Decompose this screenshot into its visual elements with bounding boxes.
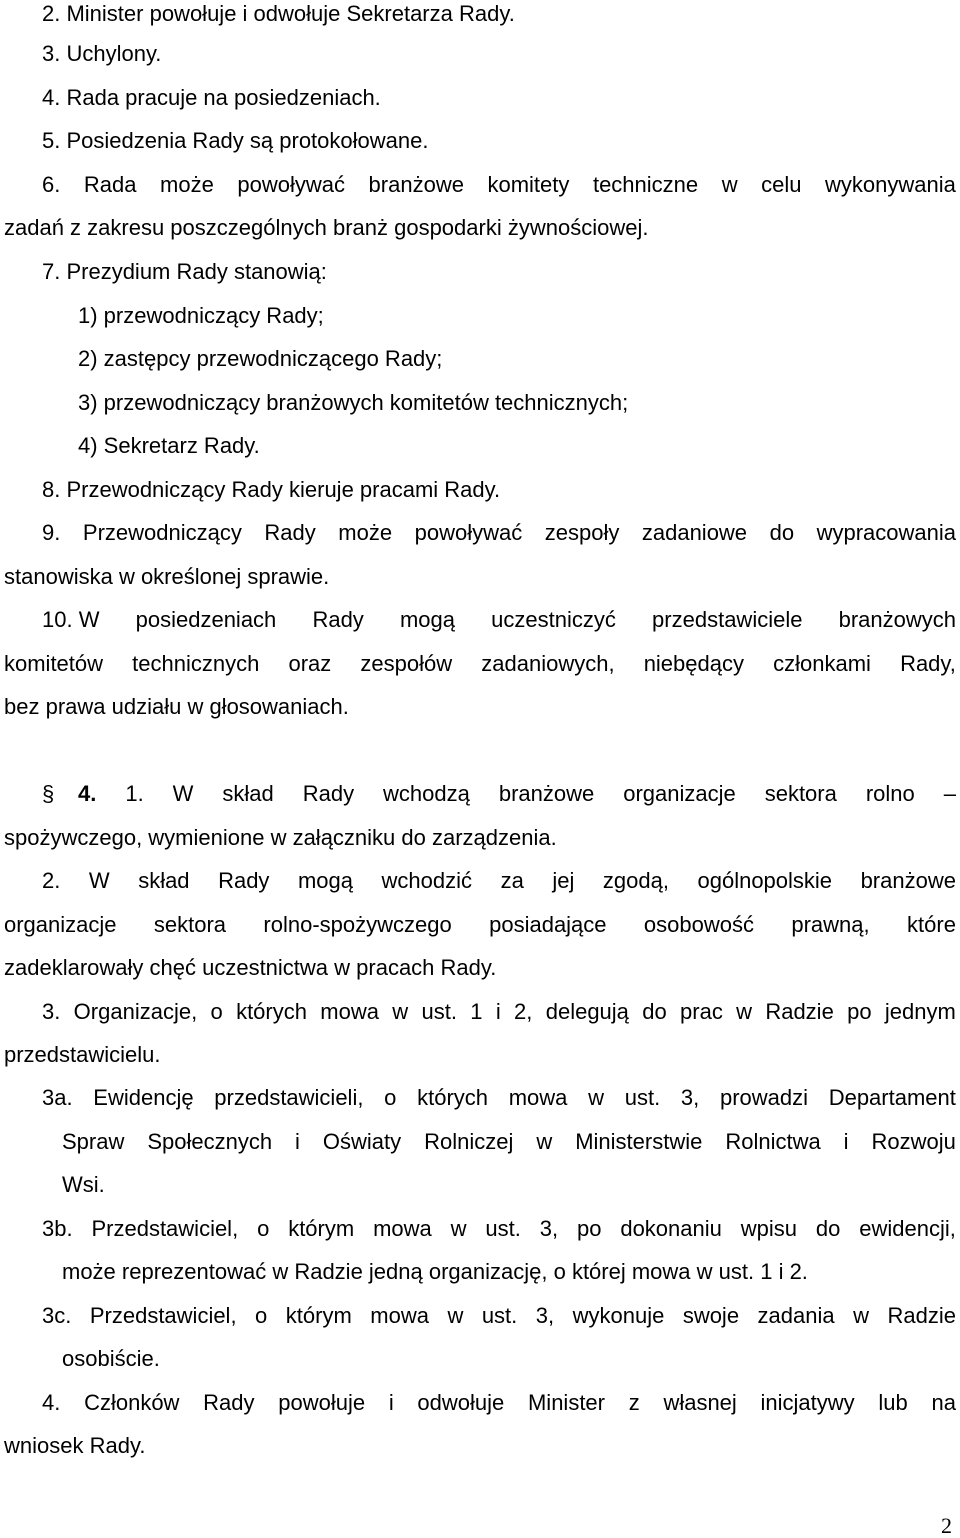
text-line: Wsi. xyxy=(62,1172,105,1197)
word: W xyxy=(172,781,194,806)
word: zespołów xyxy=(360,651,453,676)
word: ust. xyxy=(481,1303,518,1328)
word: o xyxy=(257,1216,270,1241)
word: i xyxy=(843,1129,849,1154)
word: wchodzą xyxy=(383,781,470,806)
text-line: może reprezentować w Radzie jedną organizację, o której mowa w ust. 1 i 2. xyxy=(62,1259,808,1284)
text-line xyxy=(42,868,956,894)
word: technicznych xyxy=(132,651,260,676)
word: 3, xyxy=(535,1303,555,1328)
word: osobowość xyxy=(643,912,754,937)
word: mowa xyxy=(373,1216,432,1241)
text-line: 3. Uchylony. xyxy=(42,41,162,66)
text-line xyxy=(42,1390,956,1416)
text-line xyxy=(42,1303,956,1329)
word: W xyxy=(88,868,110,893)
word: o xyxy=(255,1303,268,1328)
word: 3. xyxy=(42,999,61,1024)
word: prawną, xyxy=(791,912,870,937)
text-line xyxy=(42,172,956,198)
word: 1. xyxy=(125,781,144,806)
word: w xyxy=(721,172,738,197)
word: których xyxy=(417,1085,489,1110)
text-line: stanowiska w określonej sprawie. xyxy=(4,564,330,589)
text-line xyxy=(42,520,956,546)
word: 3b. xyxy=(42,1216,73,1241)
word: których xyxy=(236,999,307,1024)
word: Rady xyxy=(203,1390,255,1415)
text-line: 1) przewodniczący Rady; xyxy=(78,303,324,328)
word: przedstawiciele xyxy=(652,607,803,632)
text-line: bez prawa udziału w głosowaniach. xyxy=(4,694,349,719)
word: Społecznych xyxy=(147,1129,273,1154)
text-line: 5. Posiedzenia Rady są protokołowane. xyxy=(42,128,429,153)
word: 3, xyxy=(680,1085,700,1110)
text-line xyxy=(62,1129,956,1155)
word: jej xyxy=(552,868,575,893)
text-line: 7. Prezydium Rady stanowią: xyxy=(42,259,327,284)
word: Rady xyxy=(312,607,364,632)
word: po xyxy=(576,1216,602,1241)
text-line: osobiście. xyxy=(62,1346,160,1371)
word: ust. xyxy=(421,999,457,1024)
word: komitety xyxy=(487,172,570,197)
word: do xyxy=(769,520,795,545)
word: branżowe xyxy=(860,868,956,893)
word: zgodą, xyxy=(602,868,669,893)
text-line: spożywczego, wymienione w załączniku do zarządzenia. xyxy=(4,825,557,850)
word: branżowych xyxy=(838,607,956,632)
word: o xyxy=(210,999,223,1024)
word: Ewidencję xyxy=(93,1085,194,1110)
text-line: przedstawicielu. xyxy=(4,1042,161,1067)
word: Radzie xyxy=(765,999,834,1024)
word: Rada xyxy=(83,172,137,197)
word: 2, xyxy=(514,999,533,1024)
word: Rolnictwa xyxy=(725,1129,821,1154)
word: o xyxy=(384,1085,397,1110)
word: Organizacje, xyxy=(73,999,198,1024)
word: oraz xyxy=(288,651,332,676)
text-line: 3) przewodniczący branżowych komitetów technicznych; xyxy=(78,390,629,415)
word: członkami xyxy=(773,651,871,676)
word: powoływać xyxy=(237,172,345,197)
word: w xyxy=(392,999,409,1024)
word: 10. W xyxy=(42,607,100,632)
word: branżowe xyxy=(368,172,464,197)
word: wykonuje xyxy=(572,1303,665,1328)
word: które xyxy=(907,912,956,937)
text-line xyxy=(42,999,956,1025)
word: Rady xyxy=(302,781,355,806)
word: 6. xyxy=(42,172,61,197)
text-line: 2. Minister powołuje i odwołuje Sekretarza Rady. xyxy=(42,1,515,26)
word: w xyxy=(736,999,753,1024)
word: sektora xyxy=(764,781,837,806)
word: mowa xyxy=(508,1085,568,1110)
word: Przedstawiciel, xyxy=(91,1216,239,1241)
word: Spraw xyxy=(62,1129,125,1154)
word: zespoły xyxy=(544,520,620,545)
word: 9. xyxy=(42,520,61,545)
word: wpisu xyxy=(740,1216,797,1241)
word: sektora xyxy=(153,912,227,937)
word: 4. xyxy=(42,1390,61,1415)
word: mogą xyxy=(399,607,456,632)
word: organizacje xyxy=(623,781,736,806)
text-line: wniosek Rady. xyxy=(4,1433,146,1458)
word: po xyxy=(847,999,872,1024)
word: wypracowania xyxy=(816,520,956,545)
word: mowa xyxy=(370,1303,429,1328)
word: 3a. xyxy=(42,1085,73,1110)
word: ust. xyxy=(624,1085,661,1110)
word: w xyxy=(853,1303,869,1328)
word: odwołuje xyxy=(417,1390,505,1415)
word: 2. xyxy=(42,868,61,893)
word: 1 xyxy=(470,999,483,1024)
text-line xyxy=(42,1216,956,1242)
word: skład xyxy=(222,781,274,806)
word: mogą xyxy=(297,868,354,893)
word: powołuje xyxy=(278,1390,366,1415)
word: celu xyxy=(761,172,802,197)
word: może xyxy=(338,520,393,545)
word: uczestniczyć xyxy=(491,607,616,632)
text-line xyxy=(4,912,956,938)
word: inicjatywy xyxy=(760,1390,855,1415)
word: organizacje xyxy=(4,912,117,937)
word: Oświaty xyxy=(322,1129,402,1154)
word: zadania xyxy=(757,1303,835,1328)
word: przedstawicieli, xyxy=(214,1085,364,1110)
word: zadaniowe xyxy=(641,520,748,545)
page-number: 2 xyxy=(941,1513,952,1538)
section-sign: § xyxy=(42,781,55,806)
word: jednym xyxy=(884,999,956,1024)
word: własnej xyxy=(663,1390,737,1415)
text-line xyxy=(4,651,956,677)
word: ogólnopolskie xyxy=(697,868,833,893)
word: delegują xyxy=(545,999,629,1024)
word: w xyxy=(588,1085,605,1110)
word: którym xyxy=(288,1216,355,1241)
text-line: 4. Rada pracuje na posiedzeniach. xyxy=(42,85,381,110)
section-number: 4. xyxy=(78,781,97,806)
word: w xyxy=(447,1303,464,1328)
word: Radzie xyxy=(887,1303,956,1328)
word: powoływać xyxy=(414,520,523,545)
word: może xyxy=(160,172,214,197)
word: Rolniczej xyxy=(424,1129,514,1154)
word: Rozwoju xyxy=(871,1129,956,1154)
word: 3, xyxy=(539,1216,559,1241)
word: i xyxy=(295,1129,300,1154)
word: w xyxy=(450,1216,467,1241)
word: Przewodniczący xyxy=(82,520,242,545)
text-line: 4) Sekretarz Rady. xyxy=(78,433,260,458)
text-line xyxy=(78,781,956,807)
word: swoje xyxy=(682,1303,740,1328)
word: prowadzi xyxy=(719,1085,808,1110)
word: i xyxy=(495,999,501,1024)
word: z xyxy=(628,1390,640,1415)
word: Przedstawiciel, xyxy=(89,1303,237,1328)
word: w xyxy=(536,1129,553,1154)
word: techniczne xyxy=(592,172,699,197)
word: rolno-spożywczego xyxy=(263,912,452,937)
word: zadaniowych, xyxy=(481,651,615,676)
word: i xyxy=(388,1390,394,1415)
word: skład xyxy=(138,868,190,893)
word: niebędący xyxy=(643,651,744,676)
word: Departament xyxy=(828,1085,956,1110)
word: Ministerstwie xyxy=(575,1129,703,1154)
text-line xyxy=(42,607,956,633)
text-line xyxy=(42,1085,956,1111)
word: Rady xyxy=(264,520,316,545)
word: Rady xyxy=(218,868,270,893)
word: do xyxy=(642,999,667,1024)
word: wykonywania xyxy=(825,172,956,197)
word: za xyxy=(500,868,524,893)
word: Minister xyxy=(527,1390,605,1415)
word: branżowe xyxy=(498,781,595,806)
word: mowa xyxy=(320,999,379,1024)
word: – xyxy=(943,781,956,806)
word: rolno xyxy=(865,781,915,806)
word: komitetów xyxy=(4,651,104,676)
word: prac xyxy=(680,999,723,1024)
word: którym xyxy=(285,1303,352,1328)
text-line: 8. Przewodniczący Rady kieruje pracami Rady. xyxy=(42,477,501,502)
word: do xyxy=(815,1216,841,1241)
word: Członków xyxy=(84,1390,180,1415)
text-line: 2) zastępcy przewodniczącego Rady; xyxy=(78,346,443,371)
text-line: zadań z zakresu poszczególnych branż gospodarki żywnościowej. xyxy=(4,215,649,240)
word: Rady, xyxy=(900,651,956,676)
word: na xyxy=(931,1390,956,1415)
word: posiadające xyxy=(489,912,607,937)
word: lub xyxy=(878,1390,908,1415)
text-line: zadeklarowały chęć uczestnictwa w pracach Rady. xyxy=(4,955,497,980)
word: ust. xyxy=(485,1216,521,1241)
word: 3c. xyxy=(42,1303,72,1328)
word: posiedzeniach xyxy=(135,607,277,632)
word: wchodzić xyxy=(381,868,473,893)
word: dokonaniu xyxy=(620,1216,722,1241)
word: ewidencji, xyxy=(859,1216,956,1241)
